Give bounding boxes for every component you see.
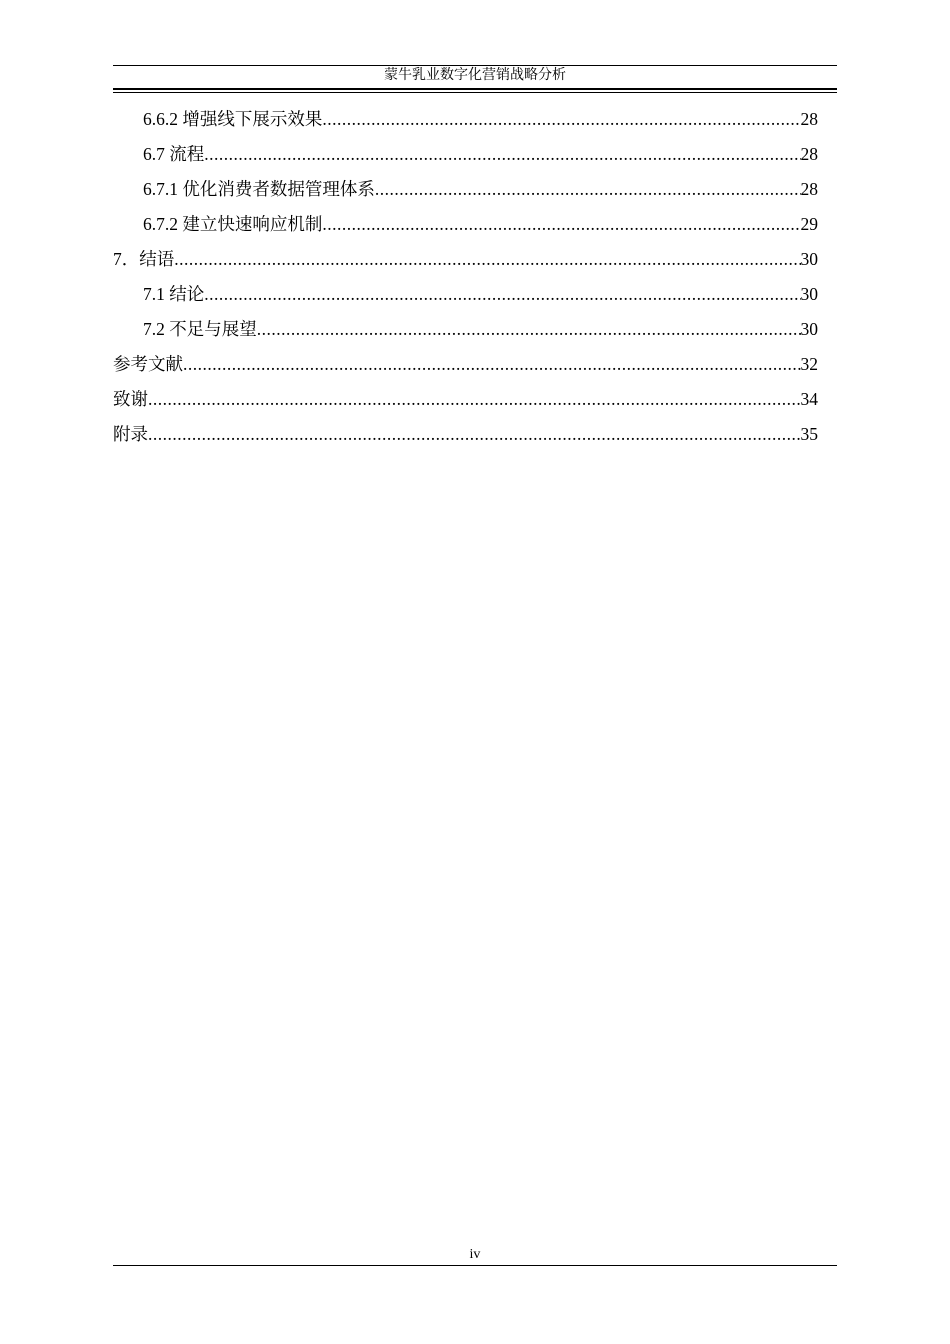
toc-dot-leader [174,242,800,277]
toc-entry[interactable] [113,277,818,312]
footer-rule [113,1265,837,1266]
toc-entry-label: 致谢 [113,389,148,409]
toc-entry-label: 附录 [113,424,148,444]
toc-entry-page: 35 [800,424,818,444]
toc-entry-page: 28 [800,109,818,129]
toc-entry[interactable] [113,137,818,172]
toc-dot-leader [257,312,801,347]
toc-dot-leader [322,207,800,242]
page-number: iv [469,1247,481,1262]
toc-entry-page: 30 [800,319,818,339]
header-double-rule-thick [113,88,837,90]
toc-entry[interactable] [113,417,818,452]
toc-dot-leader [148,417,801,452]
toc-entry-label: 7．结语 [113,249,175,269]
toc-entry-page: 30 [800,249,818,269]
toc-entry[interactable] [113,102,818,137]
toc-dot-leader [322,102,800,137]
toc-entry-label: 6.7.2 建立快速响应机制 [143,214,323,234]
table-of-contents [113,102,818,452]
toc-entry-page: 28 [800,179,818,199]
running-header-title: 蒙牛乳业数字化营销战略分析 [384,68,566,83]
toc-entry-page: 29 [800,214,818,234]
toc-dot-leader [148,382,801,417]
toc-entry-label: 7.1 结论 [143,284,205,304]
toc-entry[interactable] [113,382,818,417]
toc-entry[interactable] [113,172,818,207]
toc-entry-page: 28 [800,144,818,164]
toc-entry[interactable] [113,312,818,347]
toc-entry-label: 6.7 流程 [143,144,205,164]
toc-entry-label: 6.7.1 优化消费者数据管理体系 [143,179,375,199]
toc-dot-leader [204,277,800,312]
toc-entry[interactable] [113,242,818,277]
toc-entry[interactable] [113,347,818,382]
header-double-rule-thin [113,92,837,93]
toc-dot-leader [183,347,801,382]
toc-entry-label: 7.2 不足与展望 [143,319,257,339]
toc-entry-page: 30 [800,284,818,304]
toc-entry-label: 6.6.2 增强线下展示效果 [143,109,323,129]
toc-entry-page: 34 [800,389,818,409]
toc-entry[interactable] [113,207,818,242]
toc-entry-label: 参考文献 [113,354,183,374]
toc-dot-leader [375,172,801,207]
toc-entry-page: 32 [800,354,818,374]
toc-dot-leader [204,137,800,172]
